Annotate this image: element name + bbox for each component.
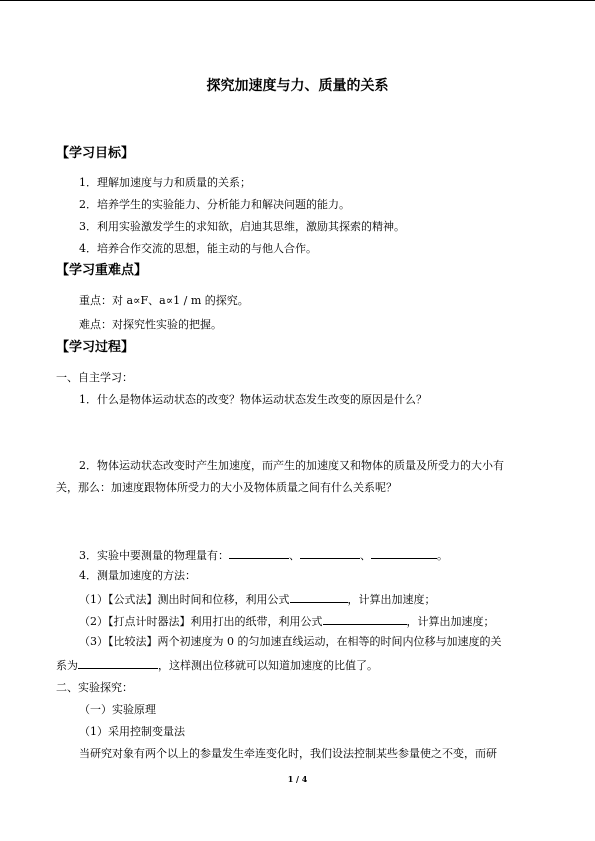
- objective-item-1: 1．理解加速度与力和质量的关系；: [79, 176, 251, 189]
- difficulty-text: 难点：对探究性实验的把握。: [79, 318, 222, 331]
- method-2: [79, 613, 495, 629]
- relation-blank[interactable]: [78, 657, 158, 669]
- answer-blank-1[interactable]: [229, 547, 289, 559]
- objectives-heading: 【学习目标】: [56, 146, 135, 161]
- separator: 、: [289, 549, 300, 562]
- objective-item-4: 4．培养合作交流的思想，能主动的与他人合作。: [79, 242, 317, 255]
- focus-text: 重点：对 a∝F、a∝1 / m 的探究。: [79, 294, 249, 307]
- formula-blank-1[interactable]: [290, 591, 348, 603]
- part2-heading: 二、实验探究：: [56, 681, 133, 694]
- method-2-text: （2）【打点计时器法】利用打出的纸带，利用公式: [79, 615, 323, 628]
- part1-heading: 一、自主学习：: [56, 371, 133, 384]
- objective-item-3: 3．利用实验激发学生的求知欲，启迪其思维，激励其探索的精神。: [79, 220, 405, 233]
- page-number: 1 / 4: [287, 774, 308, 784]
- method-1-tail: ，计算出加速度；: [347, 593, 436, 606]
- method-3-tail: ，这样测出位移就可以知道加速度的比值了。: [158, 659, 378, 672]
- question-3: [79, 547, 448, 563]
- subsection-1: （一）实验原理: [79, 703, 156, 716]
- question-4: 4．测量加速度的方法：: [79, 569, 196, 582]
- objective-item-2: 2．培养学生的实验能力、分析能力和解决问题的能力。: [79, 198, 350, 211]
- top-border: [0, 0, 595, 1]
- formula-blank-2[interactable]: [323, 613, 407, 625]
- answer-blank-2[interactable]: [300, 547, 360, 559]
- method-1: [79, 591, 436, 607]
- keypoints-heading: 【学习重难点】: [56, 263, 148, 278]
- separator: 、: [360, 549, 371, 562]
- method-3-line-2: [56, 657, 378, 673]
- method-1-text: （1）【公式法】测出时间和位移，利用公式: [79, 593, 290, 606]
- answer-blank-3[interactable]: [371, 547, 437, 559]
- page-title: 探究加速度与力、质量的关系: [206, 78, 389, 94]
- question-1: 1．什么是物体运动状态的改变？物体运动状态发生改变的原因是什么？: [79, 393, 427, 406]
- paragraph-last: 当研究对象有两个以上的参量发生牵连变化时，我们设法控制某些参量使之不变，而研: [79, 747, 497, 760]
- subsection-2: （1）采用控制变量法: [79, 725, 185, 738]
- process-heading: 【学习过程】: [56, 340, 135, 355]
- method-3-prefix: 系为: [56, 659, 78, 672]
- question-3-text: 3．实验中要测量的物理量有：: [79, 549, 229, 562]
- method-3-line-1: （3）【比较法】两个初速度为 0 的匀加速直线运动，在相等的时间内位移与加速度的关: [79, 635, 502, 648]
- end-mark: 。: [437, 549, 448, 562]
- question-2-line-2: 关，那么：加速度跟物体所受力的大小及物体质量之间有什么关系呢？: [56, 481, 397, 494]
- question-2-line-1: 2．物体运动状态改变时产生加速度，而产生的加速度又和物体的质量及所受力的大小有: [79, 459, 504, 472]
- method-2-tail: ，计算出加速度；: [406, 615, 495, 628]
